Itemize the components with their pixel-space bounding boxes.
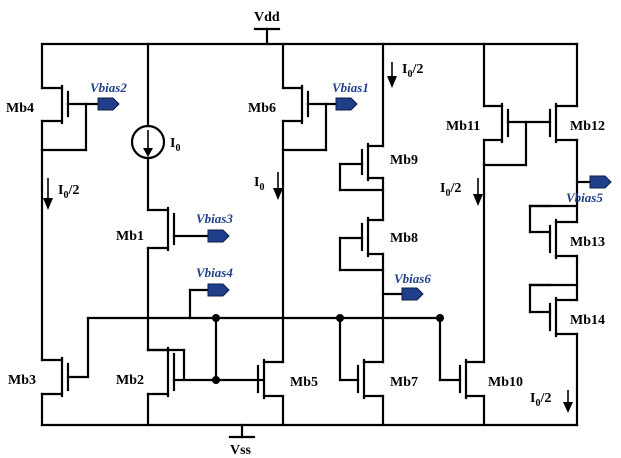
mb13-transistor: [530, 206, 577, 258]
vbias2-pin: [98, 98, 119, 110]
mb10-label: Mb10: [488, 375, 523, 390]
i0-half-arrow-bottom: [563, 390, 573, 413]
mb5-label: Mb5: [290, 375, 318, 390]
mb6-label: Mb6: [248, 101, 276, 116]
mb5-transistor: [258, 360, 283, 425]
mb13-label: Mb13: [570, 235, 605, 250]
mb4-transistor: [42, 44, 98, 150]
mb14-transistor: [530, 285, 577, 336]
i0-source-label: $I_0$: [170, 136, 181, 154]
junction-dot: [336, 314, 344, 322]
vbias2-label: Vbias2: [90, 80, 127, 95]
vbias4-label: Vbias4: [196, 265, 233, 280]
mb9-label: Mb9: [390, 153, 418, 168]
vdd-rail: [42, 29, 577, 44]
mb11-label: Mb11: [446, 119, 481, 134]
mb7-label: Mb7: [390, 375, 418, 390]
junction-dot: [436, 314, 444, 322]
current-source-i0: [132, 126, 164, 158]
vbias1-pin: [336, 98, 357, 110]
i0-half-arrow-left: [43, 178, 53, 210]
i0-half-label-left: $I_0/2$: [58, 183, 80, 201]
mb14-label: Mb14: [570, 313, 605, 328]
mb2-label: Mb2: [116, 373, 144, 388]
vbias4-pin: [208, 284, 229, 296]
i0-label-mid: $I_0$: [254, 175, 265, 193]
mb4-label: Mb4: [6, 101, 34, 116]
vbias3-label: Vbias3: [196, 211, 233, 226]
mb10-transistor: [440, 318, 484, 425]
i0-half-arrow-right: [473, 178, 483, 206]
mb3-label: Mb3: [8, 373, 36, 388]
vbias5-label: Vbias5: [566, 190, 603, 205]
vbias3-pin: [208, 230, 229, 242]
vdd-label: Vdd: [254, 10, 280, 25]
mb8-transistor: [340, 218, 383, 270]
junction-dot: [212, 314, 220, 322]
vbias6-label: Vbias6: [394, 271, 431, 286]
vbias6-pin: [402, 288, 423, 300]
mb3-transistor: [42, 318, 88, 425]
mb12-label: Mb12: [570, 119, 605, 134]
vss-rail: [42, 425, 577, 437]
i0-half-label-right: $I_0/2$: [440, 181, 462, 199]
mb8-label: Mb8: [390, 231, 418, 246]
vbias5-pin: [590, 176, 611, 188]
mb7-transistor: [340, 318, 383, 425]
junction-dot: [212, 376, 220, 384]
i0-arrow-mid: [273, 172, 283, 200]
mb6-transistor: [283, 44, 336, 150]
i0-half-label-bottom: $I_0/2$: [530, 391, 552, 409]
mb11-transistor: [484, 44, 550, 165]
vbias1-label: Vbias1: [332, 80, 369, 95]
vbias4-tap: [190, 290, 208, 318]
vss-label: Vss: [230, 443, 252, 458]
mb9-transistor: [340, 144, 383, 190]
mb1-label: Mb1: [116, 229, 144, 244]
mb2-transistor: [148, 348, 262, 425]
i0-half-arrow-top: [387, 62, 397, 88]
i0-half-label-top: $I_0/2$: [402, 62, 424, 80]
